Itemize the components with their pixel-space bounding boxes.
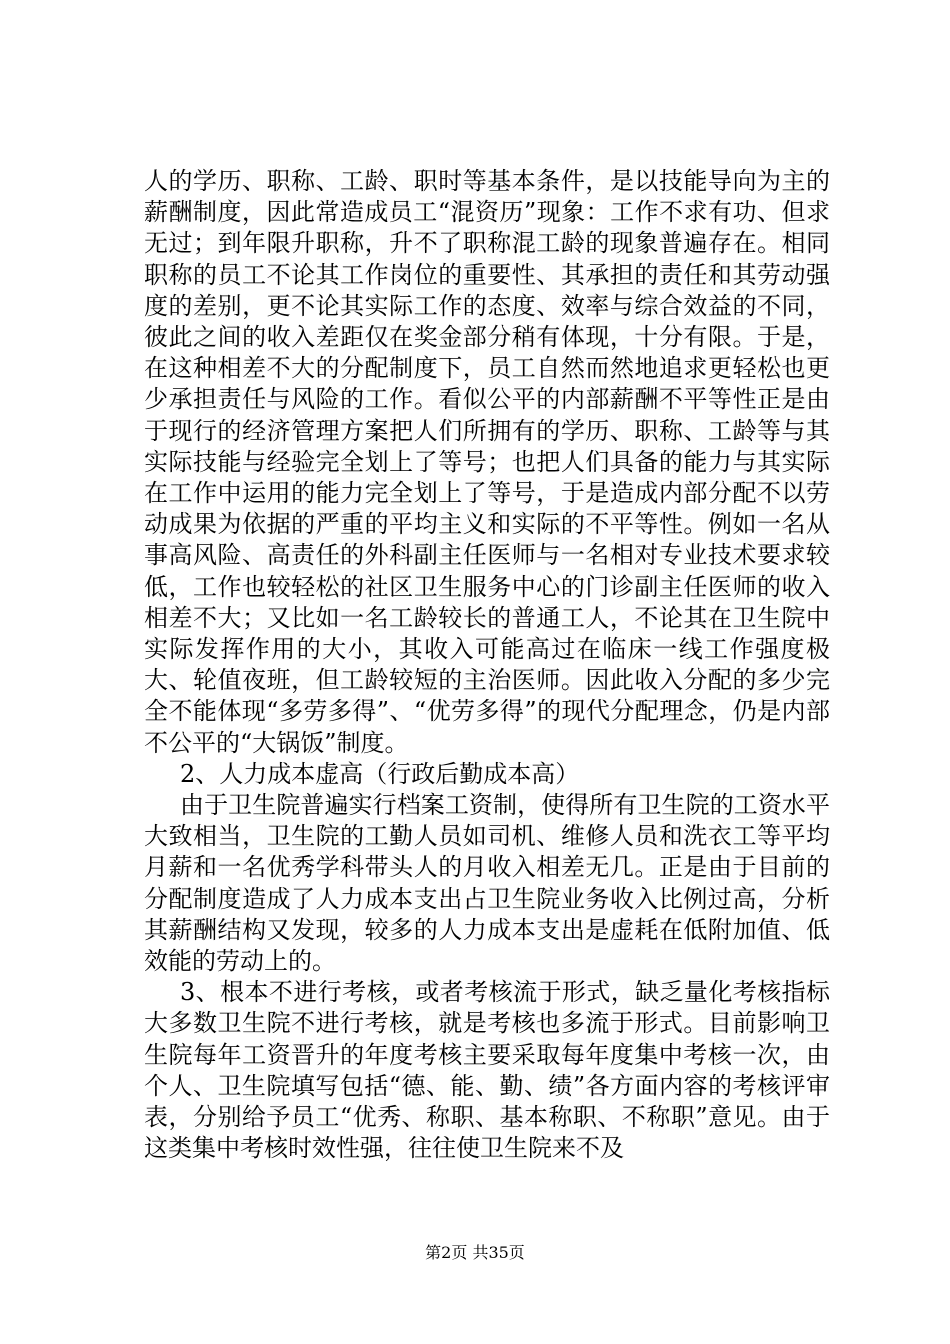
page-footer: 第2页 共35页: [425, 1243, 525, 1262]
document-body: [144, 166, 830, 1165]
heading-labor-cost: 2、人力成本虚高（行政后勤成本高）: [180, 759, 580, 788]
paragraph-labor-cost: 由于卫生院普遍实行档案工资制，使得所有卫生院的工资水平大致相当，卫生院的工勤人员如司机、维修人员和洗衣工等平均月薪和一名优秀学科带头人的月收入相差无几。正是由于目前的分配制度造成了人力成本支出占卫生院业务收入比例过高，分析其薪酬结构又发现，较多的人力成本支出是虚耗在低附加值、低效能的劳动上的。: [144, 791, 830, 976]
paragraph-salary-system: 人的学历、职称、工龄、职时等基本条件，是以技能导向为主的薪酬制度，因此常造成员工“混资历”现象：工作不求有功、但求无过；到年限升职称，升不了职称混工龄的现象普遍存在。相同职称的员工不论其工作岗位的重要性、其承担的责任和其劳动强度的差别，更不论其实际工作的态度、效率与综合效益的不同，彼此之间的收入差距仅在奖金部分稍有体现，十分有限。于是，在这种相差不大的分配制度下，员工自然而然地追求更轻松也更少承担责任与风险的工作。看似公平的内部薪酬不平等性正是由于现行的经济管理方案把人们所拥有的学历、职称、工龄等与其实际技能与经验完全划上了等号；也把人们具备的能力与其实际在工作中运用的能力完全划上了等号，于是造成内部分配不以劳动成果为依据的严重的平均主义和实际的不平等性。例如一名从事高风险、高责任的外科副主任医师与一名相对专业技术要求较低，工作也较轻松的社区卫生服务中心的门诊副主任医师的收入相差不大；又比如一名工龄较长的普通工人，不论其在卫生院中实际发挥作用的大小，其收入可能高过在临床一线工作强度极大、轮值夜班，但工龄较短的主治医师。因此收入分配的多少完全不能体现“多劳多得”、“优劳多得”的现代分配理念，仍是内部不公平的“大锅饭”制度。: [144, 167, 830, 757]
paragraph-assessment: 3、根本不进行考核，或者考核流于形式，缺乏量化考核指标大多数卫生院不进行考核，就是考核也多流于形式。目前影响卫生院每年工资晋升的年度考核主要采取每年度集中考核一次，由个人、卫生院填写包括“德、能、勤、绩”各方面内容的考核评审表，分别给予员工“优秀、称职、基本称职、不称职”意见。由于这类集中考核时效性强，往往使卫生院来不及: [144, 978, 830, 1163]
